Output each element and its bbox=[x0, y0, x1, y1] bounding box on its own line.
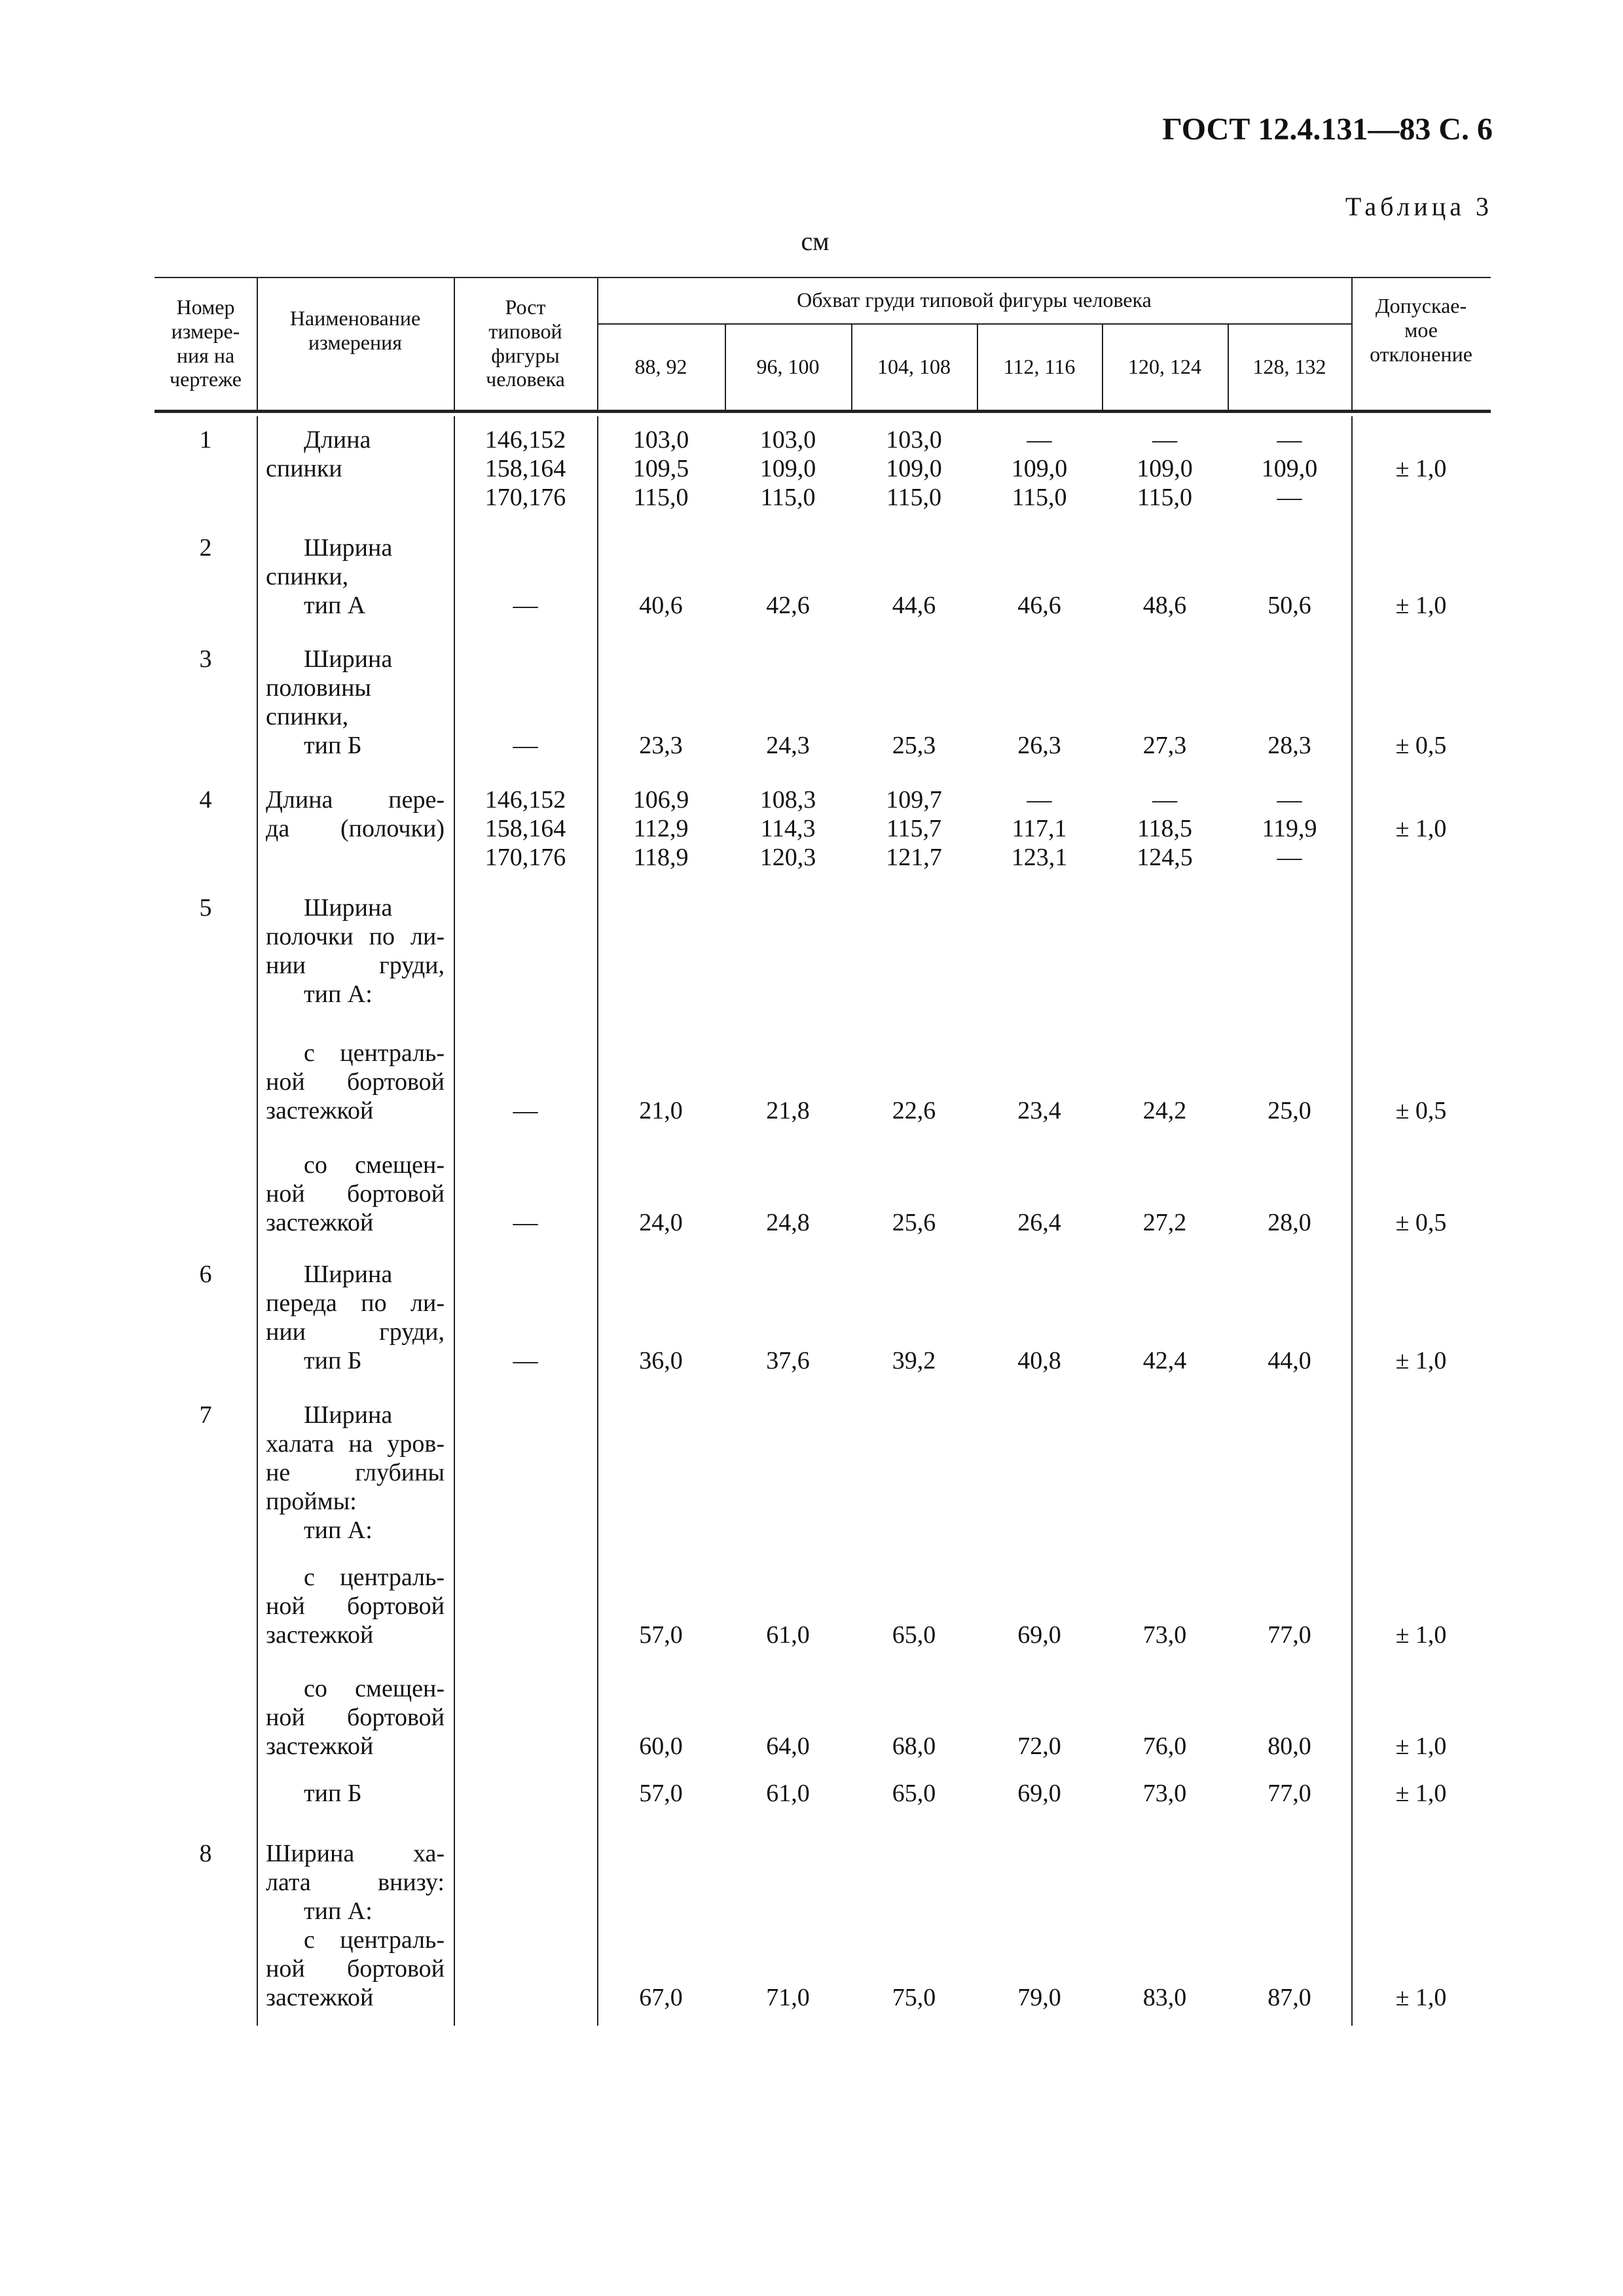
girth-value: 24,8 bbox=[766, 1209, 810, 1236]
unit-label: см bbox=[801, 226, 830, 256]
girth-value: 109,0 bbox=[759, 455, 816, 482]
measure-name-line: тип А bbox=[304, 592, 366, 619]
measure-name-line: спинки, bbox=[266, 563, 349, 590]
tolerance-value: ± 1,0 bbox=[1395, 455, 1447, 482]
girth-value: 60,0 bbox=[639, 1732, 683, 1760]
height-value: — bbox=[513, 1347, 538, 1374]
girth-value: 119,9 bbox=[1262, 815, 1317, 842]
height-value: — bbox=[513, 1209, 538, 1236]
measure-name-line: спинки, bbox=[266, 703, 349, 730]
measure-name-line: спинки bbox=[266, 455, 342, 482]
measure-name-line: тип Б bbox=[304, 1347, 362, 1374]
girth-value: 118,5 bbox=[1137, 815, 1193, 842]
girth-value: 39,2 bbox=[892, 1347, 936, 1374]
girth-value: 24,0 bbox=[639, 1209, 683, 1236]
header-line: отклонение bbox=[1370, 342, 1472, 366]
tolerance-value: ± 1,0 bbox=[1395, 592, 1447, 619]
girth-value: 25,6 bbox=[892, 1209, 936, 1236]
girth-value: 48,6 bbox=[1142, 592, 1187, 619]
tolerance-value: ± 1,0 bbox=[1395, 1621, 1447, 1649]
measure-number: 6 bbox=[199, 1261, 212, 1288]
girth-value: 44,6 bbox=[892, 592, 936, 619]
height-value: 158,164 bbox=[484, 815, 566, 842]
measure-name-line: Длина пере- bbox=[266, 786, 445, 814]
girth-value: 40,8 bbox=[1017, 1347, 1061, 1374]
girth-value: 27,3 bbox=[1142, 732, 1187, 759]
header-bottom-rule bbox=[155, 410, 1491, 413]
measure-name-line: полочки по ли- bbox=[266, 923, 445, 950]
girth-value: — bbox=[1277, 844, 1302, 871]
girth-value: 121,7 bbox=[886, 844, 942, 871]
table-caption: Таблица 3 bbox=[1345, 192, 1493, 221]
girth-value: 46,6 bbox=[1017, 592, 1061, 619]
tolerance-value: ± 0,5 bbox=[1395, 1097, 1447, 1124]
girth-value: 80,0 bbox=[1267, 1732, 1311, 1760]
height-value: — bbox=[513, 592, 538, 619]
girth-value: 115,0 bbox=[1012, 484, 1067, 511]
header-line: фигуры bbox=[491, 343, 560, 367]
header-line: чертеже bbox=[170, 367, 242, 391]
measure-number: 8 bbox=[199, 1840, 212, 1867]
girth-value: 57,0 bbox=[639, 1780, 683, 1807]
girth-value: 77,0 bbox=[1267, 1621, 1311, 1649]
girth-value: — bbox=[1152, 426, 1177, 454]
header-line: измере- bbox=[171, 319, 240, 343]
tolerance-value: ± 1,0 bbox=[1395, 1984, 1447, 2011]
tolerance-value: ± 1,0 bbox=[1395, 1347, 1447, 1374]
girth-value: 117,1 bbox=[1012, 815, 1067, 842]
girth-value: 65,0 bbox=[892, 1621, 936, 1649]
header-number bbox=[155, 277, 257, 410]
header-girth-5: 120, 124 bbox=[1128, 354, 1201, 378]
girth-value: 42,6 bbox=[766, 592, 810, 619]
header-line: Наименование bbox=[289, 306, 421, 330]
girth-value: 75,0 bbox=[892, 1984, 936, 2011]
girth-value: 109,0 bbox=[1261, 455, 1318, 482]
header-line: Рост bbox=[505, 295, 546, 319]
height-value: 146,152 bbox=[484, 426, 566, 454]
header-tolerance bbox=[1351, 277, 1491, 384]
girth-value: 79,0 bbox=[1017, 1984, 1061, 2011]
measure-number: 4 bbox=[199, 786, 212, 814]
girth-value: 83,0 bbox=[1142, 1984, 1187, 2011]
girth-value: 22,6 bbox=[892, 1097, 936, 1124]
girth-value: — bbox=[1152, 786, 1177, 814]
header-number-text bbox=[170, 295, 242, 391]
girth-value: 109,5 bbox=[632, 455, 689, 482]
girth-value: 64,0 bbox=[766, 1732, 810, 1760]
header-line: Допускае- bbox=[1375, 294, 1467, 318]
measure-name-line: Ширина bbox=[304, 894, 393, 922]
girth-value: 40,6 bbox=[639, 592, 683, 619]
measure-name-line: переда по ли- bbox=[266, 1289, 445, 1317]
header-girth-4: 112, 116 bbox=[1003, 354, 1076, 378]
girth-value: 44,0 bbox=[1267, 1347, 1311, 1374]
girth-value: 24,2 bbox=[1142, 1097, 1187, 1124]
girth-value: 42,4 bbox=[1142, 1347, 1187, 1374]
girth-value: 103,0 bbox=[759, 426, 816, 454]
girth-value: 115,7 bbox=[886, 815, 942, 842]
measure-name-line: застежкой bbox=[266, 1984, 374, 2011]
girth-value: 26,4 bbox=[1017, 1209, 1061, 1236]
tolerance-value: ± 1,0 bbox=[1395, 815, 1447, 842]
header-name-text bbox=[290, 306, 420, 355]
girth-value: 109,0 bbox=[1137, 455, 1193, 482]
measure-name-line: тип А: bbox=[304, 1516, 373, 1544]
girth-value: 25,0 bbox=[1267, 1097, 1311, 1124]
girth-value: 112,9 bbox=[633, 815, 689, 842]
girth-value: 50,6 bbox=[1267, 592, 1311, 619]
girth-value: 115,0 bbox=[760, 484, 816, 511]
height-value: 158,164 bbox=[484, 455, 566, 482]
measure-name-line: со смещен- bbox=[304, 1151, 445, 1179]
measure-name-line: Ширина bbox=[304, 645, 393, 673]
girth-value: 36,0 bbox=[639, 1347, 683, 1374]
girth-value: 57,0 bbox=[639, 1621, 683, 1649]
measure-name-line: нии груди, bbox=[266, 1318, 445, 1346]
measure-name-line: тип А: bbox=[304, 1897, 373, 1925]
header-name bbox=[257, 277, 454, 384]
measure-number: 7 bbox=[199, 1401, 212, 1429]
girth-value: 68,0 bbox=[892, 1732, 936, 1760]
measure-name-line: застежкой bbox=[266, 1732, 374, 1760]
girth-value: 21,8 bbox=[766, 1097, 810, 1124]
girth-value: 23,3 bbox=[639, 732, 683, 759]
measure-name-line: лата внизу: bbox=[266, 1869, 445, 1896]
girth-value: 120,3 bbox=[759, 844, 816, 871]
girth-value: 28,3 bbox=[1267, 732, 1311, 759]
measure-name-line: со смещен- bbox=[304, 1675, 445, 1702]
girth-value: — bbox=[1277, 484, 1302, 511]
tolerance-value: ± 1,0 bbox=[1395, 1732, 1447, 1760]
tolerance-value: ± 1,0 bbox=[1395, 1780, 1447, 1807]
measure-number: 2 bbox=[199, 534, 212, 562]
header-height bbox=[454, 277, 597, 410]
girth-value: — bbox=[1027, 786, 1052, 814]
girth-value: 118,9 bbox=[633, 844, 689, 871]
header-girth-group: Обхват груди типовой фигуры человека bbox=[797, 288, 1152, 312]
girth-value: 69,0 bbox=[1017, 1621, 1061, 1649]
header-girth-3: 104, 108 bbox=[877, 354, 951, 378]
girth-value: — bbox=[1277, 426, 1302, 454]
girth-value: 61,0 bbox=[766, 1780, 810, 1807]
measure-name-line: Длина bbox=[304, 426, 371, 454]
measure-number: 3 bbox=[199, 645, 212, 673]
girth-value: 115,0 bbox=[633, 484, 689, 511]
header-girth-1: 88, 92 bbox=[634, 354, 687, 378]
measure-number: 5 bbox=[199, 894, 212, 922]
girth-value: 115,0 bbox=[1137, 484, 1193, 511]
girth-value: 23,4 bbox=[1017, 1097, 1061, 1124]
height-value: — bbox=[513, 1097, 538, 1124]
header-girth-2: 96, 100 bbox=[756, 354, 820, 378]
girth-value: 24,3 bbox=[766, 732, 810, 759]
measure-name-line: застежкой bbox=[266, 1209, 374, 1236]
girth-value: 67,0 bbox=[639, 1984, 683, 2011]
girth-value: 103,0 bbox=[886, 426, 942, 454]
girth-value: 87,0 bbox=[1267, 1984, 1311, 2011]
header-line: типовой bbox=[488, 319, 562, 343]
measure-name-line: застежкой bbox=[266, 1621, 374, 1649]
girth-value: — bbox=[1027, 426, 1052, 454]
girth-value: 109,7 bbox=[886, 786, 942, 814]
measure-name-line: ной бортовой bbox=[266, 1180, 445, 1208]
girth-value: 26,3 bbox=[1017, 732, 1061, 759]
girth-value: 73,0 bbox=[1142, 1621, 1187, 1649]
measure-name-line: тип Б bbox=[304, 732, 362, 759]
girth-value: 76,0 bbox=[1142, 1732, 1187, 1760]
measure-name-line: ной бортовой bbox=[266, 1955, 445, 1982]
girth-value: 103,0 bbox=[632, 426, 689, 454]
girth-value: 28,0 bbox=[1267, 1209, 1311, 1236]
measure-name-line: Ширина bbox=[304, 1261, 393, 1288]
girth-value: 109,0 bbox=[1011, 455, 1068, 482]
girth-value: 77,0 bbox=[1267, 1780, 1311, 1807]
measure-name-line: ной бортовой bbox=[266, 1592, 445, 1620]
girth-value: 27,2 bbox=[1142, 1209, 1187, 1236]
girth-value: 61,0 bbox=[766, 1621, 810, 1649]
measure-name-line: не глубины bbox=[266, 1459, 445, 1486]
measure-name-line: ной бортовой bbox=[266, 1068, 445, 1096]
height-value: 146,152 bbox=[484, 786, 566, 814]
height-value: 170,176 bbox=[484, 484, 566, 511]
measure-name-line: да (полочки) bbox=[266, 815, 445, 842]
measure-name-line: тип А: bbox=[304, 980, 373, 1008]
girth-value: 124,5 bbox=[1137, 844, 1193, 871]
measure-name-line: половины bbox=[266, 674, 371, 702]
girth-value: 21,0 bbox=[639, 1097, 683, 1124]
header-girth-6: 128, 132 bbox=[1252, 354, 1326, 378]
girth-value: 108,3 bbox=[759, 786, 816, 814]
measure-name-line: с централь- bbox=[304, 1564, 445, 1591]
girth-value: 69,0 bbox=[1017, 1780, 1061, 1807]
header-tolerance-text bbox=[1370, 294, 1472, 366]
body-col-divider bbox=[257, 416, 258, 2026]
measure-name-line: ной бортовой bbox=[266, 1704, 445, 1731]
header-line: Номер bbox=[176, 295, 235, 319]
girth-value: 73,0 bbox=[1142, 1780, 1187, 1807]
measure-name-line: проймы: bbox=[266, 1488, 357, 1515]
measure-name-line: халата на уров- bbox=[266, 1430, 445, 1458]
girth-value: 114,3 bbox=[760, 815, 816, 842]
tolerance-value: ± 0,5 bbox=[1395, 1209, 1447, 1236]
header-line: мое bbox=[1404, 318, 1438, 342]
girth-value: 109,0 bbox=[886, 455, 942, 482]
measure-number: 1 bbox=[199, 426, 212, 454]
header-height-text bbox=[486, 295, 565, 391]
height-value: — bbox=[513, 732, 538, 759]
measure-name-line: застежкой bbox=[266, 1097, 374, 1124]
measure-name-line: Ширина bbox=[304, 534, 393, 562]
measure-name-line: Ширина bbox=[304, 1401, 393, 1429]
tolerance-value: ± 0,5 bbox=[1395, 732, 1447, 759]
measure-name-line: с централь- bbox=[304, 1039, 445, 1067]
measure-name-line: нии груди, bbox=[266, 952, 445, 979]
header-line: измерения bbox=[308, 330, 402, 354]
girth-value: 115,0 bbox=[886, 484, 942, 511]
height-value: 170,176 bbox=[484, 844, 566, 871]
header-line: человека bbox=[486, 367, 565, 391]
girth-value: 123,1 bbox=[1011, 844, 1068, 871]
girth-value: 72,0 bbox=[1017, 1732, 1061, 1760]
header-line: ния на bbox=[176, 343, 235, 367]
girth-value: — bbox=[1277, 786, 1302, 814]
girth-value: 37,6 bbox=[766, 1347, 810, 1374]
girth-value: 65,0 bbox=[892, 1780, 936, 1807]
girth-value: 25,3 bbox=[892, 732, 936, 759]
measure-name-line: с централь- bbox=[304, 1926, 445, 1954]
girth-value: 71,0 bbox=[766, 1984, 810, 2011]
measure-name-line: Ширина ха- bbox=[266, 1840, 445, 1867]
measure-name-line: тип Б bbox=[304, 1780, 362, 1807]
page-header: ГОСТ 12.4.131—83 С. 6 bbox=[1162, 112, 1493, 147]
girth-value: 106,9 bbox=[632, 786, 689, 814]
